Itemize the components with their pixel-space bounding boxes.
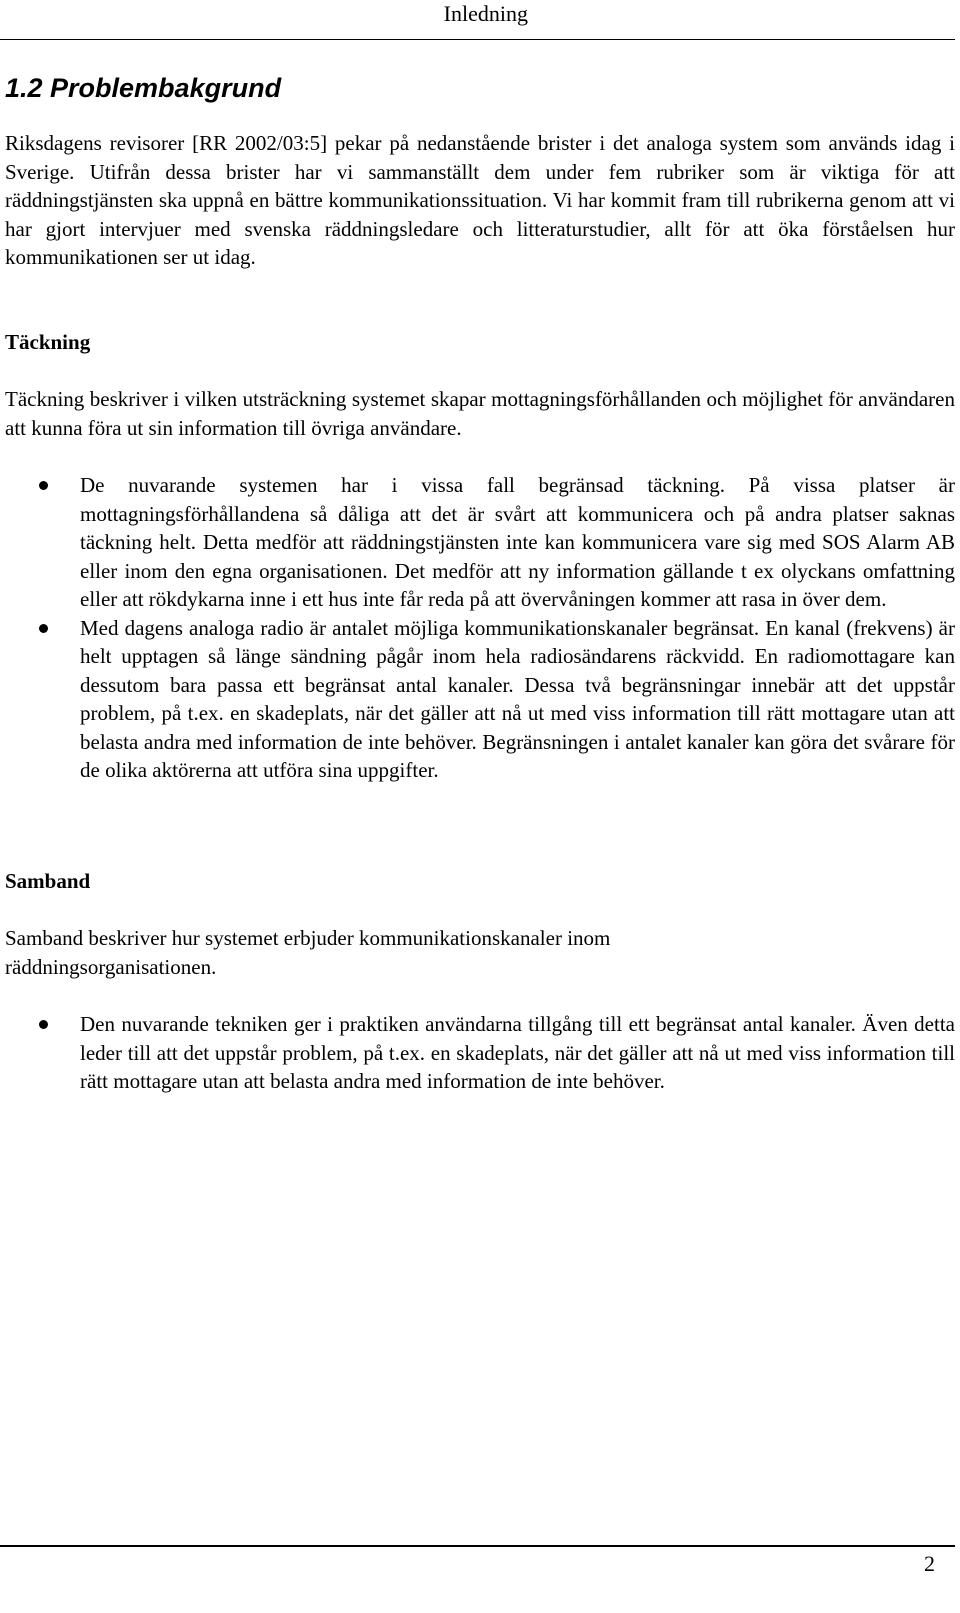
bullet-icon (39, 624, 48, 633)
list-item (0, 614, 955, 785)
intro-paragraph: Riksdagens revisorer [RR 2002/03:5] pekar på nedanstående brister i det analoga system som används idag i Sverige. Utifrån dessa brister har vi sammanställt dem under fem rubriker som är viktiga för att räddningstjänsten ska uppnå en bättre kommunikationssituation. Vi har kommit fram till rubrikerna genom att vi har gjort intervjuer med svenska räddningsledare och litteraturstudier, allt för att öka förståelsen hur kommunikationen ser ut idag. (5, 131, 955, 269)
samband-description: Samband beskriver hur systemet erbjuder kommunikationskanaler inom räddningsorganisationen. (5, 926, 611, 979)
list-item-text: De nuvarande systemen har i vissa fall begränsad täckning. På vissa platser är mottagningsförhållandena så dåliga att det är svårt att kommunicera och på andra platser saknas täckning helt. Detta medför att räddningstjänsten inte kan kommunicera vare sig med SOS Alarm AB eller inom den egna organisationen. Det medför att ny information gällande t ex olyckans omfattning eller att rökdykarna inne i ett hus inte får reda på att övervåningen kommer att rasa in över dem. (80, 473, 955, 611)
samband-bullet-list (0, 1010, 955, 1096)
tackning-heading: Täckning (5, 330, 91, 354)
tackning-description: Täckning beskriver i vilken utsträckning systemet skapar mottagningsförhållanden och möjlighet för användaren att kunna föra ut sin information till övriga användare. (5, 387, 955, 440)
list-item (0, 1010, 955, 1096)
page-number: 2 (924, 1551, 935, 1576)
footer-divider (0, 1545, 955, 1547)
section-heading: 1.2 Problembakgrund (5, 73, 282, 103)
running-header: Inledning (443, 1, 528, 26)
list-item-text: Den nuvarande tekniken ger i praktiken användarna tillgång till ett begränsat antal kanaler. Även detta leder till att det uppstår problem, på t.ex. en skadeplats, när det gäller att nå ut med viss information till rätt mottagare utan att belasta andra med information de inte behöver. (80, 1012, 955, 1093)
list-item-text: Med dagens analoga radio är antalet möjliga kommunikationskanaler begränsat. En kanal (frekvens) är helt upptagen så länge sändning pågår inom hela radiosändarens räckvidd. En radiomottagare kan dessutom bara passa ett begränsat antal kanaler. Dessa två begränsningar innebär att det uppstår problem, på t.ex. en skadeplats, när det gäller att nå ut med viss information till rätt mottagare utan att belasta andra med information de inte behöver. Begränsningen i antalet kanaler kan göra det svårare för de olika aktörerna att utföra sina uppgifter. (80, 615, 955, 782)
samband-heading: Samband (5, 869, 91, 893)
header-divider (0, 39, 955, 40)
tackning-bullet-list (0, 471, 955, 785)
bullet-icon (39, 481, 48, 490)
bullet-icon (39, 1020, 48, 1029)
list-item (0, 471, 955, 614)
